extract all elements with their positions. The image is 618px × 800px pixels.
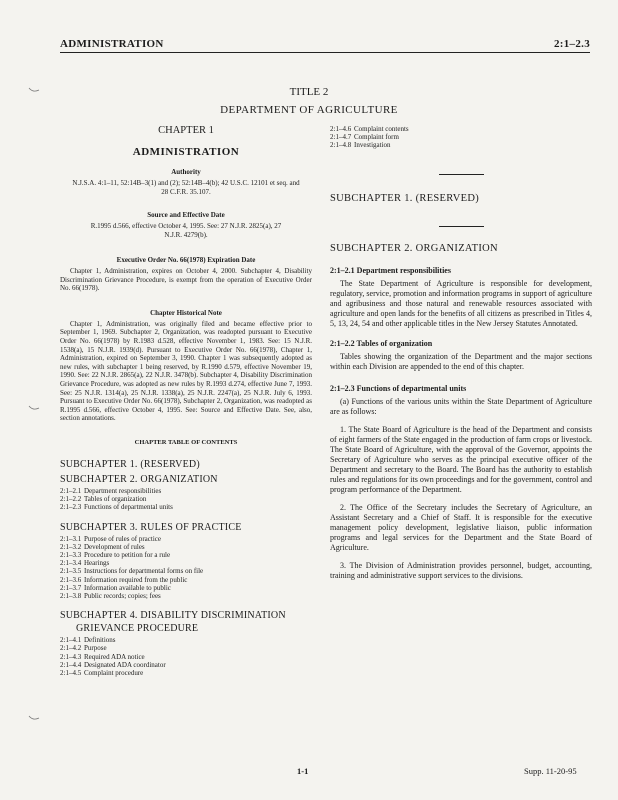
section-2-1-heading: 2:1–2.1 Department responsibilities: [330, 265, 451, 275]
toc-subchapter-4-list-cont: [330, 125, 592, 150]
section-2-3-intro: (a) Functions of the various units within the State Department of Agriculture are as follows:: [330, 396, 592, 416]
toc-item: 2:1–3.7 Information available to public: [60, 583, 171, 592]
title-number: TITLE 2: [289, 86, 329, 98]
margin-mark: [28, 84, 40, 94]
toc-item: 2:1–4.4 Designated ADA coordinator: [60, 660, 166, 669]
toc-subchapter-3: SUBCHAPTER 3. RULES OF PRACTICE: [60, 521, 242, 533]
subchapter-2-heading: SUBCHAPTER 2. ORGANIZATION: [330, 242, 498, 254]
toc-item: 2:1–4.8 Investigation: [330, 141, 391, 150]
historical-note-heading: Chapter Historical Note: [150, 308, 222, 317]
toc-item: 2:1–2.2 Tables of organization: [60, 495, 147, 504]
toc-subchapter-1: SUBCHAPTER 1. (RESERVED): [60, 458, 200, 470]
toc-item: 2:1–3.3 Procedure to petition for a rule: [60, 550, 171, 559]
section-2-3-para-3: 3. The Division of Administration provides personnel, budget, accounting, training and administrative support services to the divisions.: [330, 560, 592, 580]
toc-item: 2:1–3.1 Purpose of rules of practice: [60, 534, 161, 543]
toc-item: 2:1–4.1 Definitions: [60, 636, 116, 645]
toc-item: 2:1–3.5 Instructions for departmental forms on file: [60, 567, 204, 576]
historical-note-text: Chapter 1, Administration, was originally filed and became effective prior to September 1, 1969. Subchapter 2, Organization, was readopted pursuant to Executive Order No. 66(1978) by R.1983 d.528, effective November 1, 1983. See: 15 N.J.R. 1538(a), 15 N.J.R. 1939(d). Pursuant to Executive Order No. 66(1978), Chapter 1, Administration, expired on September 3, 1990. Chapter 1 was subsequently adopted as new rules, with subchapter 1 being reserved, by R.1990 d.579, effective November 19, 1990. See: 22 N.J.R. 2865(a), 22 N.J.R. 3478(b). Subchapter 4, Disability Discrimination Grievance Procedure, was adopted as new rules by R.1993 d.274, effective June 7, 1993. See: 25 N.J.R. 1314(a), 25 N.J.R. 1338(a), 25 N.J.R. 2247(a), 25 N.J.R. July 6, 1993. Pursuant to Executive Order No. 66(1978), Subchapter 2, Organization, was readopted as R.1995 d.566, effective October 4, 1995. See: Source and Effective Date. See, also, section annotations.: [60, 319, 312, 423]
executive-order-text: Chapter 1, Administration, expires on October 4, 2000. Subchapter 4, Disability Discrimination Grievance Procedure, is exempt from the operation of Executive Order No. 66(1978).: [60, 267, 312, 293]
toc-item: 2:1–2.1 Department responsibilities: [60, 486, 162, 495]
margin-mark: [28, 402, 40, 412]
toc-subchapter-2-list: [60, 487, 312, 512]
section-2-3-para-2: 2. The Office of the Secretary includes the Secretary of Agriculture, an Assistant Secretary and a Chief of Staff. It is responsible for the executive management policy development, legislative liaison, public information programs and legal services for the Department and the State Board of Agriculture.: [330, 502, 592, 552]
toc-item: 2:1–3.2 Development of rules: [60, 542, 145, 551]
header-section-range: 2:1–2.3: [553, 38, 590, 50]
toc-item: 2:1–3.6 Information required from the public: [60, 575, 188, 584]
toc-item: 2:1–4.7 Complaint form: [330, 133, 399, 142]
section-2-2-text: Tables showing the organization of the Department and the major sections within each Division are appended to the end of this chapter.: [330, 351, 592, 371]
toc-item: 2:1–3.8 Public records; copies; fees: [60, 591, 161, 600]
section-2-1-text: The State Department of Agriculture is responsible for development, regulatory, service, promotion and information programs in support of agriculture and agribusiness and those natural and renewable resources associated with agriculture and open lands for the benefits of all citizens as prescribed in Titles 4, 5, 13, 24, 54 and other applicable titles in the New Jersey Statutes Annotated.: [330, 278, 592, 328]
section-2-2-heading: 2:1–2.2 Tables of organization: [330, 338, 433, 348]
toc-item: 2:1–4.2 Purpose: [60, 644, 107, 653]
toc-item: 2:1–2.3 Functions of departmental units: [60, 503, 173, 512]
margin-mark: [28, 712, 40, 722]
toc-item: 2:1–4.3 Required ADA notice: [60, 652, 145, 661]
running-header: [60, 38, 590, 53]
subchapter-1-heading: SUBCHAPTER 1. (RESERVED): [330, 192, 479, 204]
toc-item: 2:1–4.6 Complaint contents: [330, 125, 409, 133]
authority-text: N.J.S.A. 4:1–11, 52:14B–3(1) and (2); 52:14B–4(b); 42 U.S.C. 12101 et seq. and 28 C.F.R. 35.107.: [72, 179, 300, 196]
chapter-title: ADMINISTRATION: [132, 146, 240, 158]
authority-heading: Authority: [171, 168, 201, 176]
toc-subchapter-3-list: [60, 535, 312, 601]
page-number: 1-1: [297, 766, 309, 776]
title-department: DEPARTMENT OF AGRICULTURE: [220, 104, 398, 116]
source-text: R.1995 d.566, effective October 4, 1995. See: 27 N.J.R. 2825(a), 27 N.J.R. 4279(b).: [90, 222, 282, 239]
toc-subchapter-4-list: [60, 636, 312, 677]
section-2-3-heading: 2:1–2.3 Functions of departmental units: [330, 383, 467, 393]
toc-subchapter-4-cont: GRIEVANCE PROCEDURE: [76, 623, 199, 635]
toc-subchapter-2: SUBCHAPTER 2. ORGANIZATION: [60, 473, 218, 485]
supplement-date: Supp. 11-20-95: [524, 766, 577, 776]
chapter-number: CHAPTER 1: [158, 125, 214, 136]
source-heading: Source and Effective Date: [147, 211, 225, 219]
section-2-3-para-1: 1. The State Board of Agriculture is the head of the Department and consists of eight farmers of the State engaged in the production of farm crops or livestock. The State Board of Agriculture, with the approval of the Governor, appoints the Secretary of Agriculture who serves as the principal executive officer of the Department and secretary to the Board. The Board has the authority to establish rules and regulations for its own proceedings and for the government, control and program performance of the Department.: [330, 424, 592, 494]
toc-item: 2:1–3.4 Hearings: [60, 559, 110, 568]
left-column: [60, 125, 312, 677]
right-column: [330, 125, 592, 581]
toc-heading: CHAPTER TABLE OF CONTENTS: [134, 438, 238, 446]
header-section-title: ADMINISTRATION: [60, 38, 164, 50]
toc-item: 2:1–4.5 Complaint procedure: [60, 668, 144, 677]
toc-subchapter-4: SUBCHAPTER 4. DISABILITY DISCRIMINATION: [60, 610, 286, 622]
executive-order-heading: Executive Order No. 66(1978) Expiration Date: [116, 256, 256, 264]
